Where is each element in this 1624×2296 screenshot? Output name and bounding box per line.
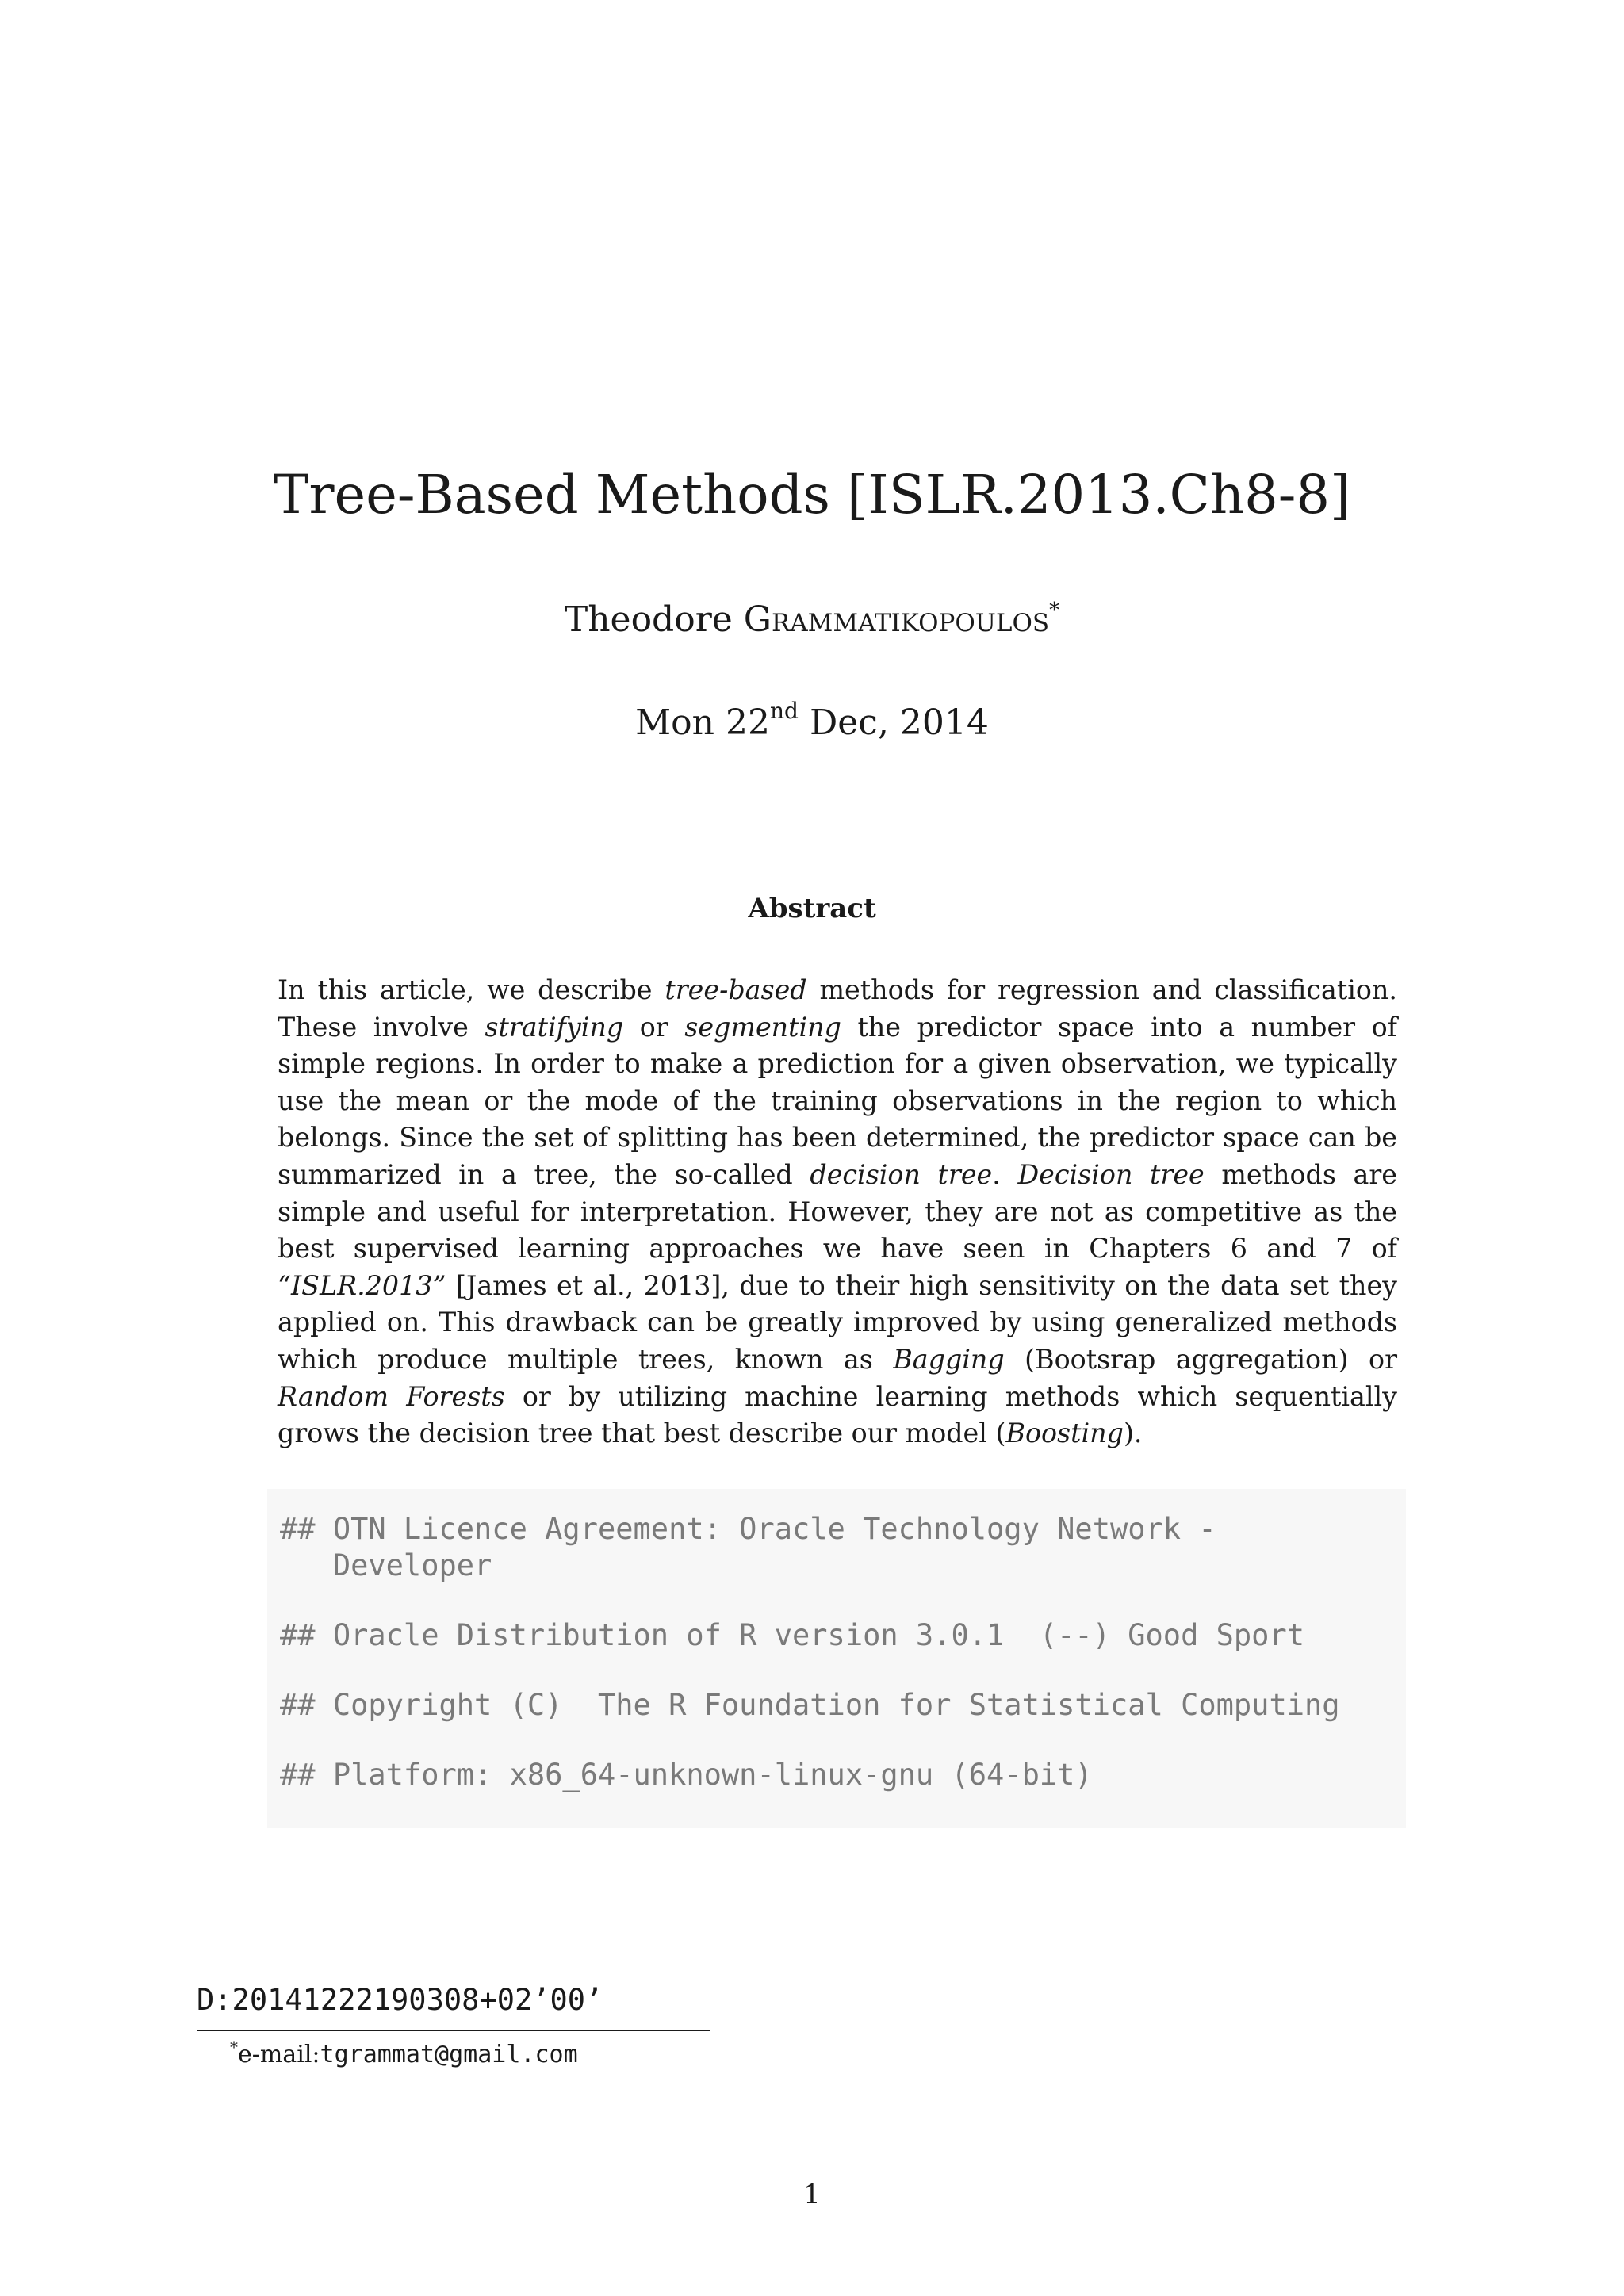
code-output-block [267,1489,1406,1828]
footnote [230,2039,578,2071]
footnote-label: e-mail: [238,2041,320,2068]
footnote-marker: * [230,2038,238,2057]
abstract-emphasis: segmenting [684,1011,841,1043]
date-ordinal: nd [769,698,799,724]
abstract-emphasis: decision tree [810,1158,993,1190]
abstract-text: (Bootsrap aggregation) or [1004,1343,1397,1375]
author-last-name: Grammatikopoulos [743,599,1050,640]
abstract-text: methods for regression and classification. These involve [278,974,1397,1043]
footnote-rule [197,2030,710,2031]
date-prefix: Mon 22 [635,702,770,743]
abstract-text: or by utilizing machine learning methods which sequentially grows the decision tree that best describe our model ( [278,1380,1397,1449]
pdf-timestamp: D:20141222190308+02’00’ [197,1983,603,2017]
abstract-text: [James et al., 2013], due to their high sensitivity on the data set they applied on. This drawback can be greatly improved by using generalized methods which produce multiple trees, known as [278,1269,1397,1375]
author-first-name: Theodore [564,599,733,640]
abstract-emphasis: Bagging [893,1343,1005,1375]
abstract-emphasis: tree-based [665,974,807,1005]
abstract-text: or [623,1011,685,1043]
page-number: 1 [803,2179,821,2210]
date-suffix: Dec, 2014 [798,702,989,743]
abstract-text: ). [1123,1418,1143,1449]
paper-title: Tree-Based Methods [ISLR.2013.Ch8-8] [273,464,1351,526]
abstract-text: the predictor space into a number of simple regions. In order to make a prediction for a given observation, we typically use the mean or the mode of the training observations in the region to which belongs. Since the set of splitting has been determined, the predictor space can be summarized in a tree, the so-called [278,1011,1398,1190]
code-line: ## Copyright (C) The R Foundation for Statistical Computing [280,1688,1340,1722]
abstract-emphasis: stratifying [485,1011,624,1043]
email-link[interactable]: tgrammat@gmail.com [320,2041,578,2068]
code-line: ## Platform: x86_64-unknown-linux-gnu (64-bit) [280,1758,1093,1792]
abstract-emphasis: Boosting [1005,1418,1124,1449]
abstract-text: . [992,1158,1018,1190]
abstract-text: In this article, we describe [278,974,665,1005]
author-footnote-marker: * [1049,599,1060,622]
code-line: ## Oracle Distribution of R version 3.0.1 (--) Good Sport [280,1618,1305,1652]
abstract-emphasis: Random Forests [278,1380,505,1412]
paper-date [0,698,1624,745]
abstract-emphasis: “ISLR.2013” [278,1269,446,1301]
abstract-emphasis: Decision tree [1017,1158,1205,1190]
code-line: Developer [280,1548,492,1582]
code-line: ## OTN Licence Agreement: Oracle Technology Network - [280,1512,1216,1546]
abstract-text: methods are simple and useful for interpretation. However, they are not as competitive as the best supervised learning approaches we have seen in Chapters 6 and 7 of [278,1158,1398,1265]
author-line [0,598,1624,642]
abstract-heading: Abstract [748,893,876,924]
abstract-body [278,972,1397,1452]
